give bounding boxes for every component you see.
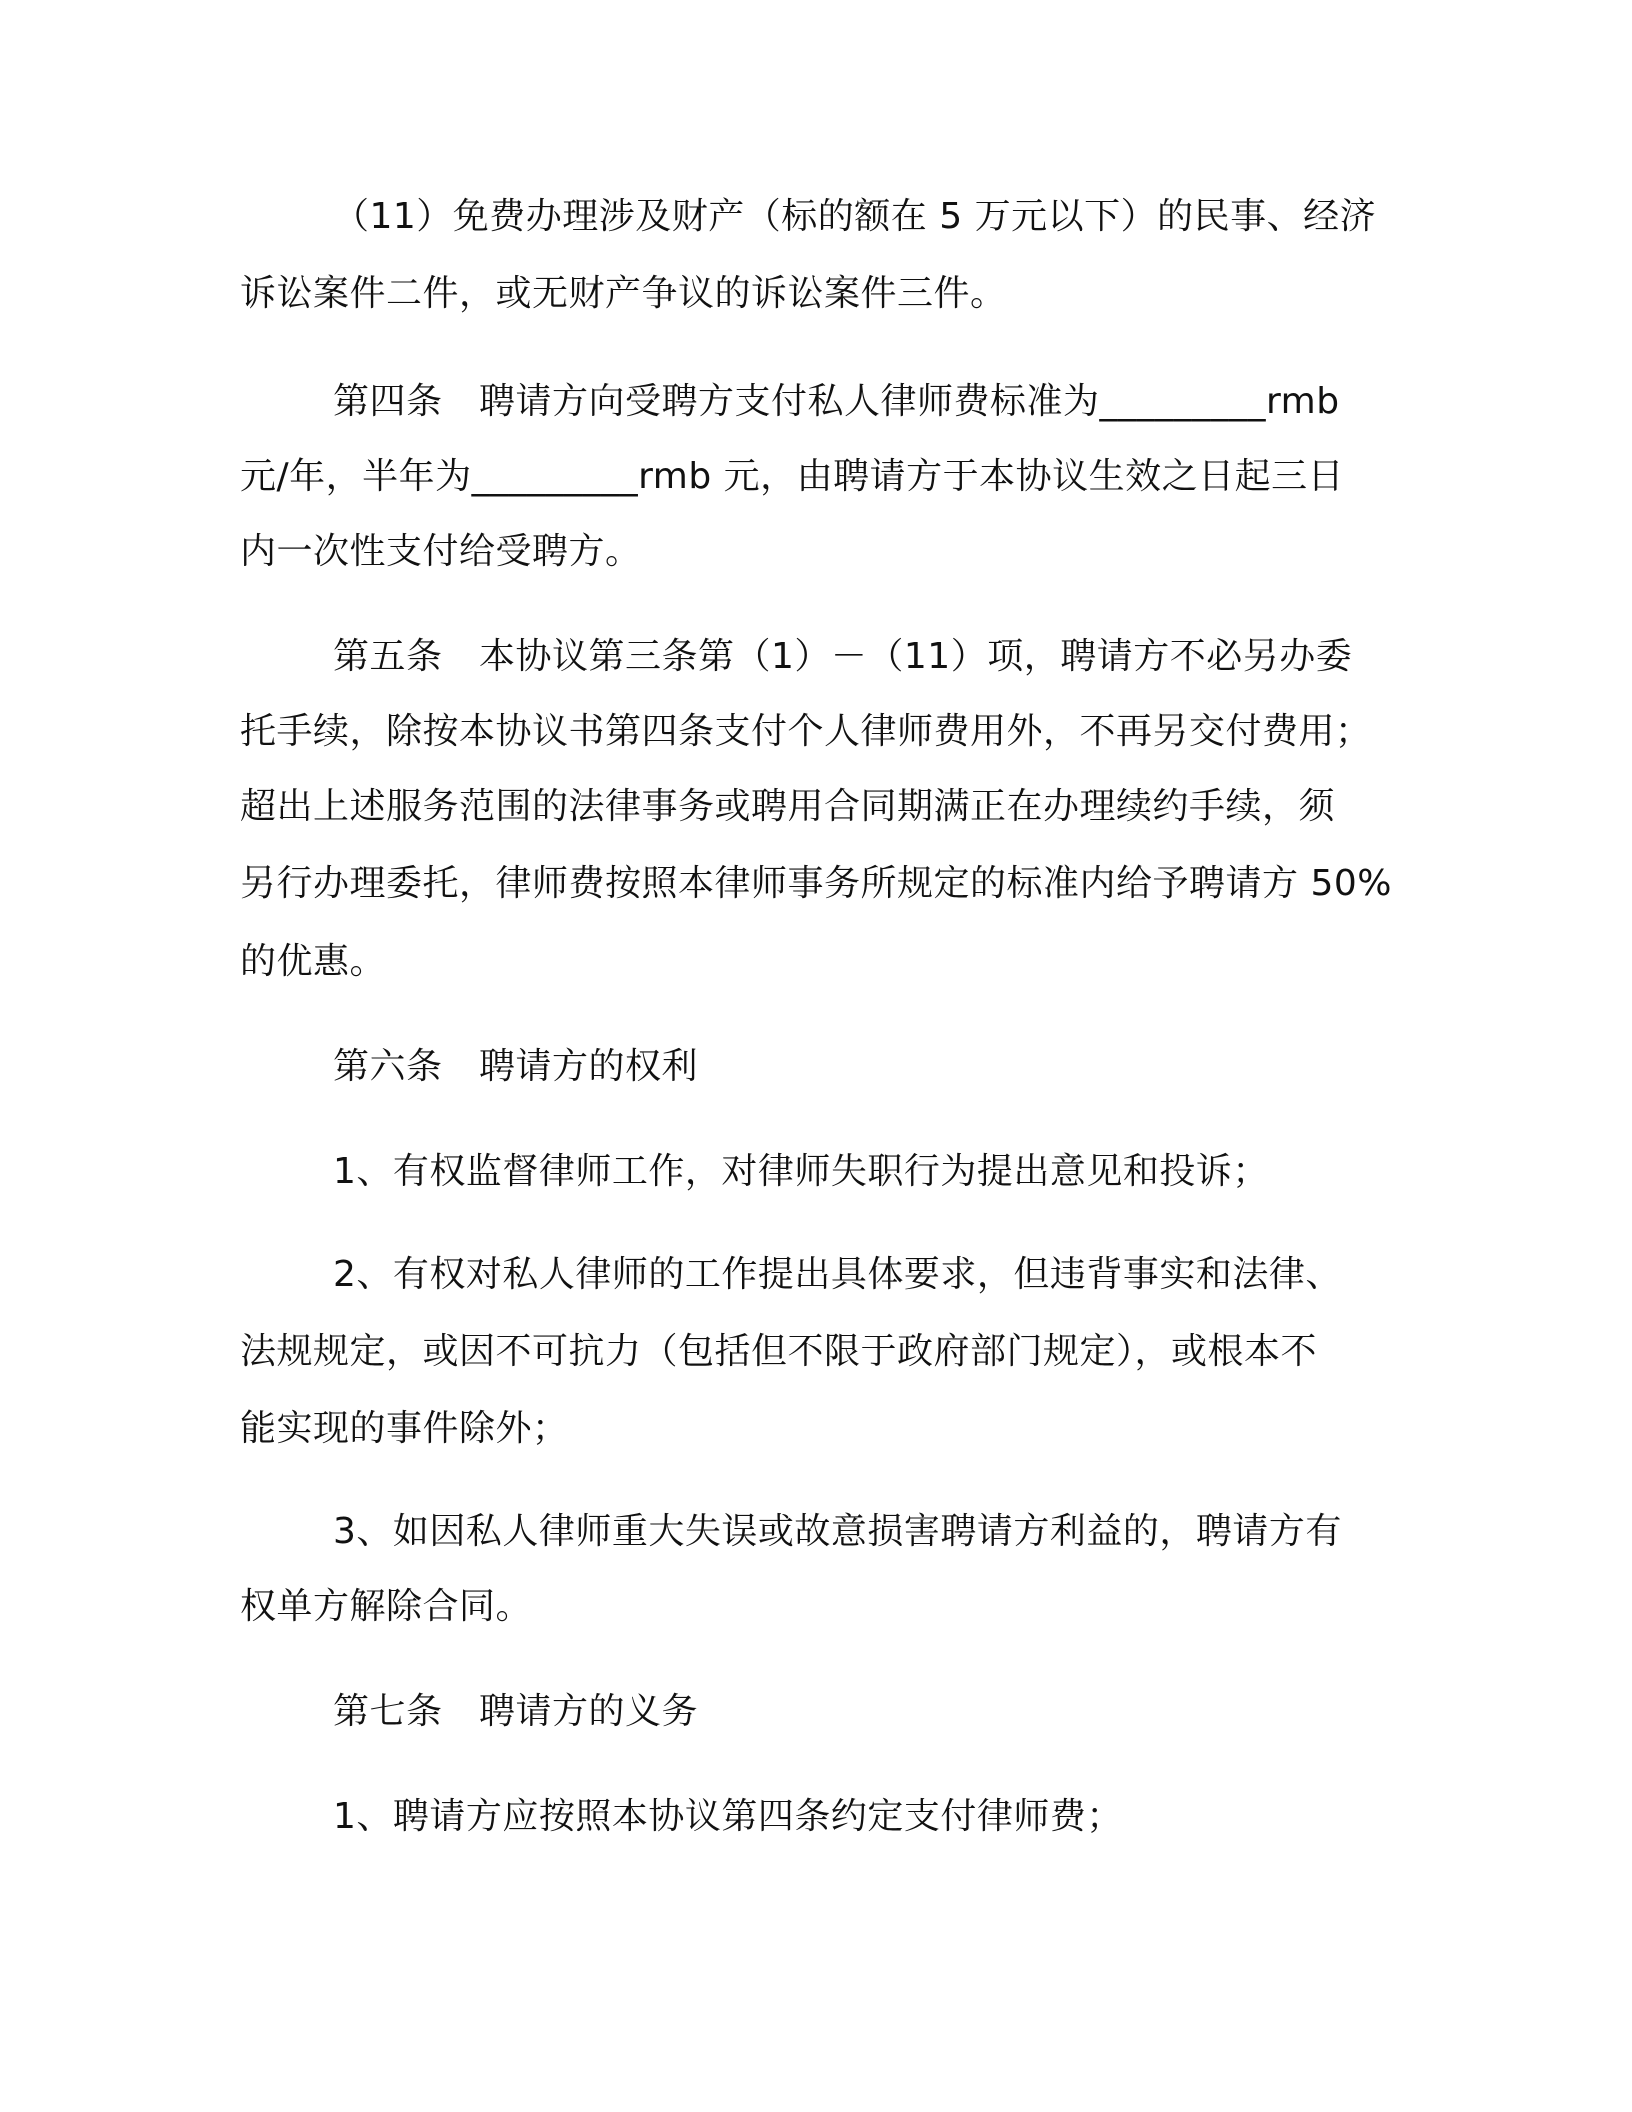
list-item: 2、有权对私人律师的工作提出具体要求，但违背事实和法律、 — [333, 1254, 1342, 1295]
article-5-heading-line: 第五条 本协议第三条第（1）－（11）项，聘请方不必另办委 — [333, 636, 1353, 677]
article-6-heading: 第六条 聘请方的权利 — [333, 1046, 699, 1087]
text-line: 内一次性支付给受聘方。 — [240, 531, 642, 572]
list-item: 1、聘请方应按照本协议第四条约定支付律师费； — [333, 1796, 1123, 1837]
text-line: （11）免费办理涉及财产（标的额在 5 万元以下）的民事、经济 — [333, 196, 1377, 237]
text-line: 的优惠。 — [240, 941, 387, 982]
text-line: 法规规定，或因不可抗力（包括但不限于政府部门规定），或根本不 — [240, 1331, 1318, 1372]
list-item: 3、如因私人律师重大失误或故意损害聘请方利益的，聘请方有 — [333, 1511, 1342, 1552]
text-line: 另行办理委托，律师费按照本律师事务所规定的标准内给予聘请方 50% — [240, 863, 1392, 904]
text-line: 超出上述服务范围的法律事务或聘用合同期满正在办理续约手续，须 — [240, 786, 1336, 827]
article-7-heading: 第七条 聘请方的义务 — [333, 1691, 699, 1732]
article-4-heading-line: 第四条 聘请方向受聘方支付私人律师费标准为_________rmb — [333, 381, 1340, 422]
list-item: 1、有权监督律师工作，对律师失职行为提出意见和投诉； — [333, 1151, 1269, 1192]
text-line: 能实现的事件除外； — [240, 1408, 569, 1449]
text-line: 元/年，半年为_________rmb 元，由聘请方于本协议生效之日起三日 — [240, 456, 1345, 497]
text-line: 诉讼案件二件，或无财产争议的诉讼案件三件。 — [240, 273, 1007, 314]
text-line: 权单方解除合同。 — [240, 1586, 533, 1627]
text-line: 托手续，除按本协议书第四条支付个人律师费用外，不再另交付费用； — [240, 711, 1372, 752]
